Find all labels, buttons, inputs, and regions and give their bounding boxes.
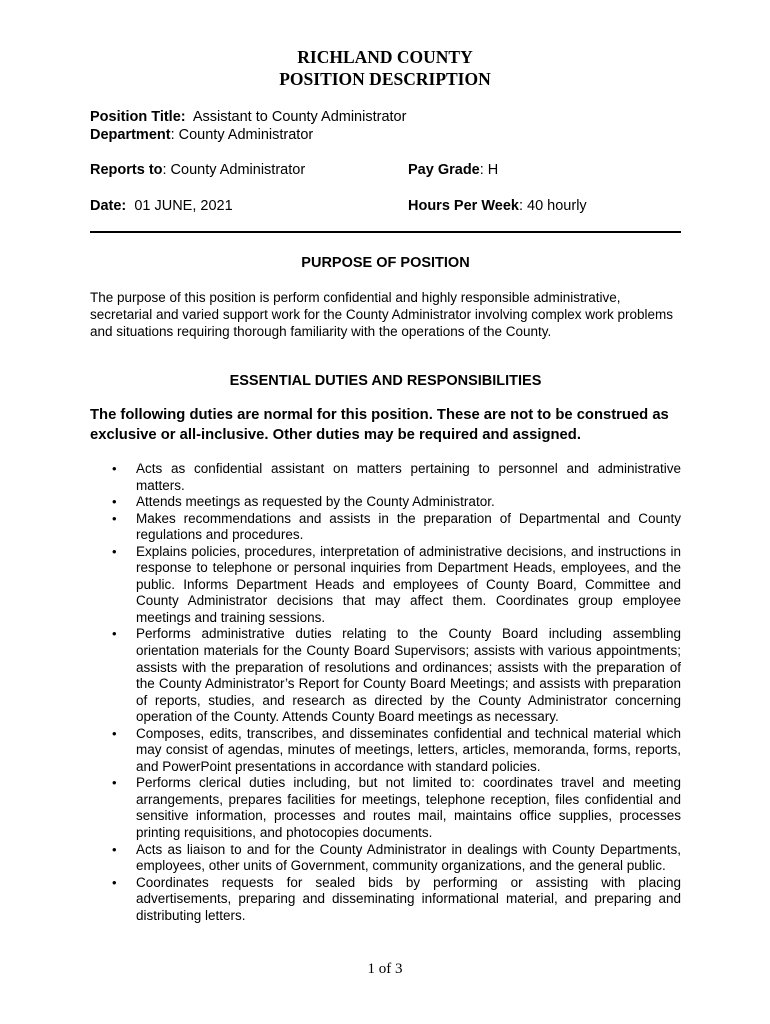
list-item: • Explains policies, procedures, interpretation of administrative decisions, and instructions in response to telephone or personal inquiries from Department Heads, employees, and the public. Informs Department Heads and employees of County Board, Committee and County Administrator decisions that may affect them. Coordinates group employee meetings and training sessions. xyxy=(112,543,681,625)
bullet-icon: • xyxy=(112,775,117,791)
list-item: • Attends meetings as requested by the County Administrator. xyxy=(112,494,495,510)
duties-heading: ESSENTIAL DUTIES AND RESPONSIBILITIES xyxy=(229,373,542,389)
county-name: RICHLAND COUNTY xyxy=(297,47,473,67)
document-type: POSITION DESCRIPTION xyxy=(279,69,491,89)
bullet-icon: • xyxy=(112,725,117,741)
list-item: • Acts as liaison to and for the County Administrator in dealings with County Departments, employees, other units of Government, community organizations, and the general public. xyxy=(112,841,681,874)
date-line xyxy=(90,197,233,215)
bullet-icon: • xyxy=(112,510,117,526)
date-value: 01 JUNE, 2021 xyxy=(134,198,233,214)
list-item: • Acts as confidential assistant on matters pertaining to personnel and administrative matters. xyxy=(112,461,681,493)
bullet-icon: • xyxy=(112,841,117,857)
position-title-label: Position Title: xyxy=(90,109,186,125)
reports-to-value: : County Administrator xyxy=(162,162,306,178)
pay-grade-value: : H xyxy=(479,162,499,178)
hours-label: Hours Per Week xyxy=(408,198,519,214)
reports-to-label: Reports to xyxy=(90,162,163,178)
duties-list xyxy=(90,461,681,924)
reports-to-line xyxy=(90,161,305,179)
purpose-text: The purpose of this position is perform confidential and highly responsible administrative, secretarial and varied support work for the County Administrator involving complex work problems and situations requiring thorough familiarity with the operations of the County. xyxy=(90,290,674,339)
section-divider xyxy=(90,231,681,233)
bullet-icon: • xyxy=(112,494,117,510)
page-number: 1 of 3 xyxy=(367,961,403,977)
date-label: Date: xyxy=(90,198,127,214)
pay-grade-label: Pay Grade xyxy=(408,162,480,178)
document-title xyxy=(0,46,770,90)
purpose-heading: PURPOSE OF POSITION xyxy=(301,255,470,271)
list-item: • Coordinates requests for sealed bids by performing or assisting with placing advertisements, preparing and disseminating informational material, and preparing and distributing letters. xyxy=(112,874,681,923)
department-value: : County Administrator xyxy=(170,127,314,143)
list-item: • Performs clerical duties including, but not limited to: coordinates travel and meeting arrangements, prepares facilities for meetings, telephone reception, files confidential and sensitive information, processes and routes mail, maintains office supplies, processes printing requisitions, and photocopies documents. xyxy=(112,775,681,841)
bullet-icon: • xyxy=(112,543,117,559)
department-label: Department xyxy=(90,127,171,143)
position-title-value: Assistant to County Administrator xyxy=(192,109,407,125)
bullet-icon: • xyxy=(112,874,117,890)
bullet-icon: • xyxy=(112,626,117,642)
pay-grade-line xyxy=(408,161,498,179)
bullet-icon: • xyxy=(112,461,117,476)
duties-intro: The following duties are normal for this position. These are not to be construed as exclusive or all-inclusive. Other duties may be required and assigned. xyxy=(90,407,669,443)
list-item: • Makes recommendations and assists in the preparation of Departmental and County regulations and procedures. xyxy=(112,510,681,543)
position-title-line xyxy=(90,108,406,126)
list-item: • Composes, edits, transcribes, and disseminates confidential and technical material which may consist of agendas, minutes of meetings, letters, articles, memoranda, forms, reports, and PowerPoint presentations in accordance with standard policies. xyxy=(112,725,681,774)
hours-line xyxy=(408,197,587,215)
department-line xyxy=(90,126,313,144)
list-item: • Performs administrative duties relating to the County Board including assembling orientation materials for the County Board Supervisors; assists with various appointments; assists with the preparation of resolutions and ordinances; assists with the preparation of the County Administrator’s Report for County Board Meetings; and assists with preparation of reports, studies, and research as directed by the County Administrator concerning operation of the County. Attends County Board meetings as necessary. xyxy=(112,626,681,725)
hours-value: : 40 hourly xyxy=(518,198,587,214)
